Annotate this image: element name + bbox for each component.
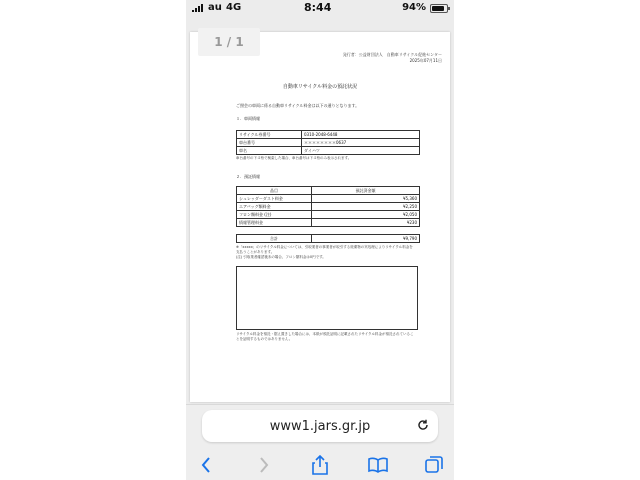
right-margin bbox=[454, 0, 640, 480]
fee-note-2: (注) 引取業者確認後未の場合、フロン類料金は0円です。 bbox=[236, 255, 326, 259]
url-text[interactable]: www1.jars.gr.jp bbox=[269, 419, 371, 434]
table-cell: 情報管理料金 bbox=[237, 219, 312, 227]
table-cell: 0310-2048-6448 bbox=[302, 131, 420, 139]
vehicle-note: 車台番号の下４桁で検索した場合、車台番号は下４桁のみ表示されます。 bbox=[236, 156, 352, 160]
share-button[interactable] bbox=[306, 453, 334, 477]
signal-icon bbox=[192, 4, 203, 12]
table-cell: ＊＊＊＊＊＊＊＊0637 bbox=[302, 139, 420, 147]
book-icon bbox=[368, 457, 388, 473]
table-cell: ダイハツ bbox=[302, 147, 420, 155]
bookmarks-button[interactable] bbox=[364, 453, 392, 477]
column-header: 預託済金額 bbox=[312, 187, 420, 195]
table-cell: 車台番号 bbox=[237, 139, 302, 147]
table-row bbox=[237, 211, 420, 219]
table-row bbox=[237, 219, 420, 227]
total-table bbox=[236, 234, 420, 243]
fee-note-1: ※「xxxxx」のリサイクル料金については、引取業者の事業者が取引する廃棄物の実処理によりリサイクル料金を支払うことがあります。 bbox=[236, 245, 413, 254]
issue-date: 2025年07月11日 bbox=[409, 58, 442, 63]
table-cell: フロン類料金 (注) bbox=[237, 211, 312, 219]
total-row bbox=[237, 235, 420, 243]
status-bar bbox=[186, 0, 454, 16]
total-amount: ¥9,790 bbox=[312, 235, 420, 243]
clock: 8:44 bbox=[304, 1, 332, 14]
address-bar[interactable] bbox=[202, 410, 438, 442]
tabs-button[interactable] bbox=[420, 453, 448, 477]
table-row bbox=[237, 139, 420, 147]
table-cell: ¥2,050 bbox=[312, 211, 420, 219]
table-row bbox=[237, 131, 420, 139]
table-row bbox=[237, 195, 420, 203]
table-row bbox=[237, 203, 420, 211]
section-vehicle-title: １．車両情報 bbox=[236, 116, 260, 121]
table-cell: シュレッダーダスト料金 bbox=[237, 195, 312, 203]
column-header: 品目 bbox=[237, 187, 312, 195]
section-deposit-title: ２．預託情報 bbox=[236, 174, 260, 179]
table-cell: ¥230 bbox=[312, 219, 420, 227]
fee-note bbox=[236, 245, 416, 260]
chevron-right-icon bbox=[258, 456, 270, 474]
left-margin bbox=[0, 0, 186, 480]
remarks-box bbox=[236, 266, 418, 330]
browser-bottom-bar bbox=[186, 404, 454, 480]
issuer-block bbox=[316, 52, 442, 64]
battery-icon bbox=[430, 4, 448, 13]
page-indicator: 1 / 1 bbox=[198, 28, 260, 56]
carrier-label: au bbox=[208, 2, 222, 13]
table-header-row bbox=[237, 187, 420, 195]
fee-table bbox=[236, 186, 420, 227]
tabs-icon bbox=[425, 456, 443, 474]
table-row bbox=[237, 147, 420, 155]
issuer-name: 発行者：公益財団法人 自動車リサイクル促進センター bbox=[342, 52, 442, 57]
share-icon bbox=[312, 455, 328, 475]
phone-screen bbox=[186, 0, 454, 480]
table-cell: ¥5,360 bbox=[312, 195, 420, 203]
table-cell: エアバッグ類料金 bbox=[237, 203, 312, 211]
intro-text: ご照会の車両に係る自動車リサイクル料金は以下の通りとなります。 bbox=[236, 103, 360, 108]
table-cell: 車名 bbox=[237, 147, 302, 155]
browser-toolbar bbox=[186, 453, 454, 477]
vehicle-table bbox=[236, 130, 420, 155]
battery-percent: 94% bbox=[402, 2, 426, 13]
network-label: 4G bbox=[226, 2, 242, 13]
back-button[interactable] bbox=[192, 453, 220, 477]
document-title: 自動車リサイクル料金の預託状況 bbox=[282, 84, 358, 90]
table-cell: リサイクル券番号 bbox=[237, 131, 302, 139]
table-cell: ¥2,250 bbox=[312, 203, 420, 211]
reload-icon[interactable] bbox=[416, 418, 430, 432]
chevron-left-icon bbox=[200, 456, 212, 474]
pdf-page[interactable] bbox=[190, 32, 450, 402]
closing-note: リサイクル料金を預託・据え置きした場合には、本紙が預託証明に記載されたリサイクル料金が預託されていることを証明するものではありません。 bbox=[236, 332, 414, 341]
total-label: 合計 bbox=[237, 235, 312, 243]
forward-button[interactable] bbox=[250, 453, 278, 477]
